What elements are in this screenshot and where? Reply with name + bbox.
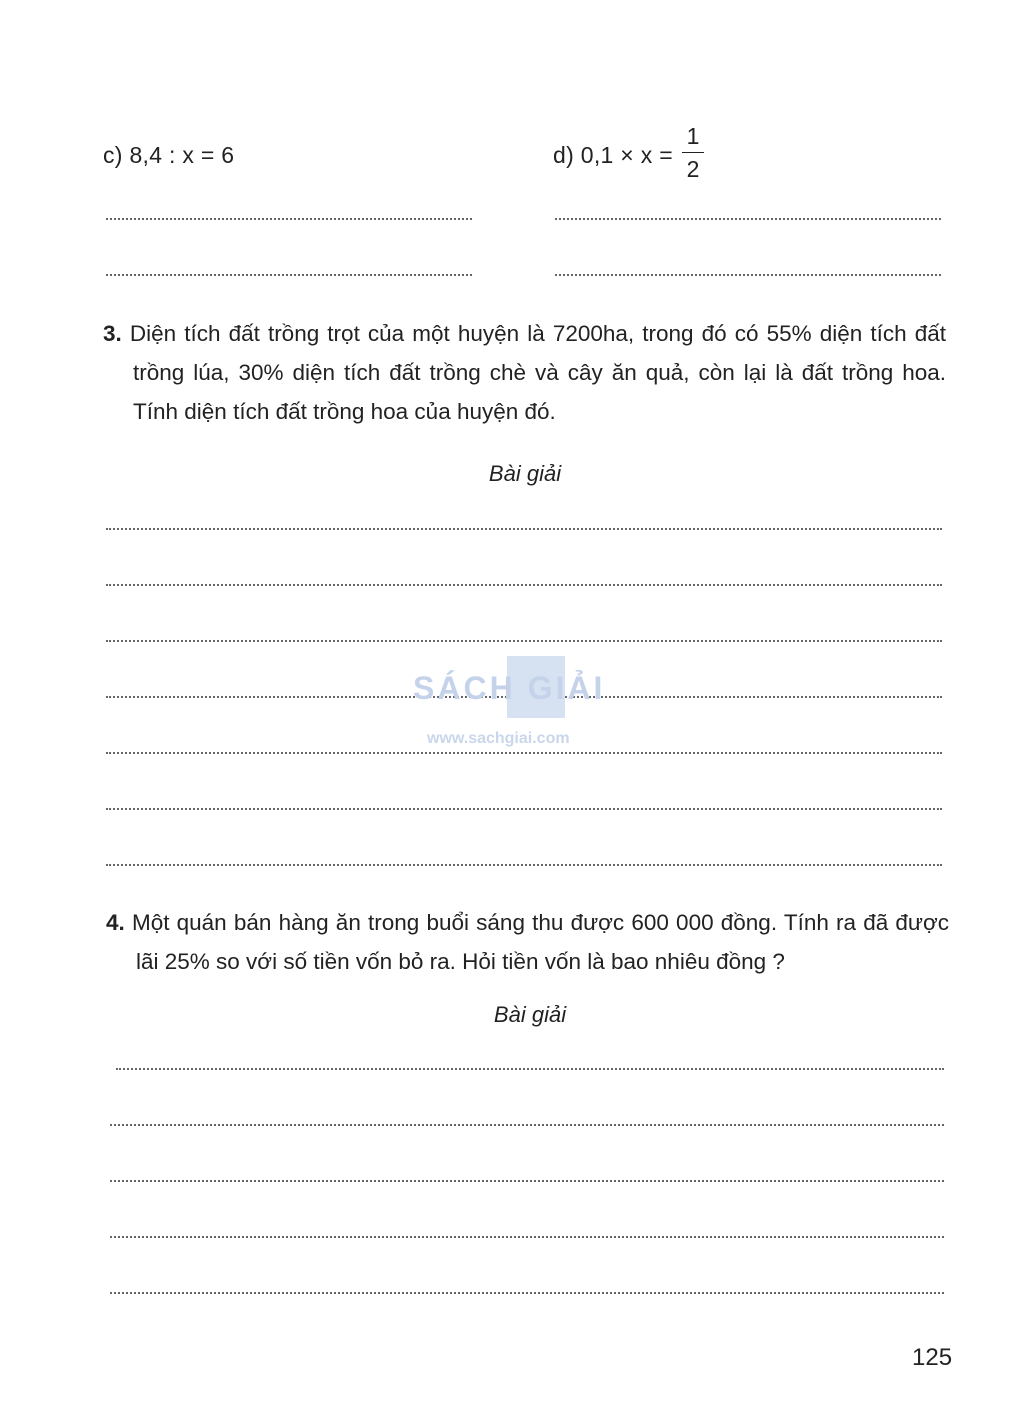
solution-3-line-5[interactable] — [106, 752, 942, 754]
equation-c: c) 8,4 : x = 6 — [103, 142, 235, 168]
watermark-url: www.sachgiai.com — [427, 730, 570, 747]
solution-4-line-5[interactable] — [110, 1292, 944, 1294]
equation-d-fraction — [681, 122, 705, 183]
solution-3-line-2[interactable] — [106, 584, 942, 586]
solution-3-line-6[interactable] — [106, 808, 942, 810]
solution-3-line-1[interactable] — [106, 528, 942, 530]
answer-line-d-2[interactable] — [555, 274, 941, 276]
watermark-logo — [405, 652, 625, 752]
answer-line-c-2[interactable] — [106, 274, 472, 276]
problem-3-number: 3. — [103, 321, 122, 346]
fraction-denominator: 2 — [686, 156, 700, 182]
problem-4 — [106, 903, 949, 981]
problem-4-text: Một quán bán hàng ăn trong buổi sáng thu được 600 000 đồng. Tính ra đã được lãi 25% so với số tiền vốn bỏ ra. Hỏi tiền vốn là bao nhiêu đồng ? — [131, 910, 949, 974]
watermark-brand: SÁCH GIẢI — [413, 670, 606, 706]
solution-4-line-1[interactable] — [116, 1068, 944, 1070]
solution-4-line-4[interactable] — [110, 1236, 944, 1238]
answer-line-d-1[interactable] — [555, 218, 941, 220]
page-number: 125 — [912, 1344, 953, 1371]
equation-d: d) 0,1 × x = — [553, 142, 673, 168]
solution-4-line-2[interactable] — [110, 1124, 944, 1126]
solution-3-line-7[interactable] — [106, 864, 942, 866]
fraction-bar — [682, 152, 704, 153]
answer-line-c-1[interactable] — [106, 218, 472, 220]
problem-3 — [103, 314, 946, 431]
solution-3-line-3[interactable] — [106, 640, 942, 642]
problem-4-solution-header: Bài giải — [493, 1002, 567, 1027]
problem-4-number: 4. — [106, 910, 125, 935]
problem-3-solution-header: Bài giải — [488, 461, 562, 486]
fraction-numerator: 1 — [686, 123, 700, 149]
problem-3-text: Diện tích đất trồng trọt của một huyện là 7200ha, trong đó có 55% diện tích đất trồng lúa, 30% diện tích đất trồng chè và cây ăn quả, còn lại là đất trồng hoa. Tính diện tích đất trồng hoa của huyện đó. — [129, 321, 946, 424]
solution-4-line-3[interactable] — [110, 1180, 944, 1182]
